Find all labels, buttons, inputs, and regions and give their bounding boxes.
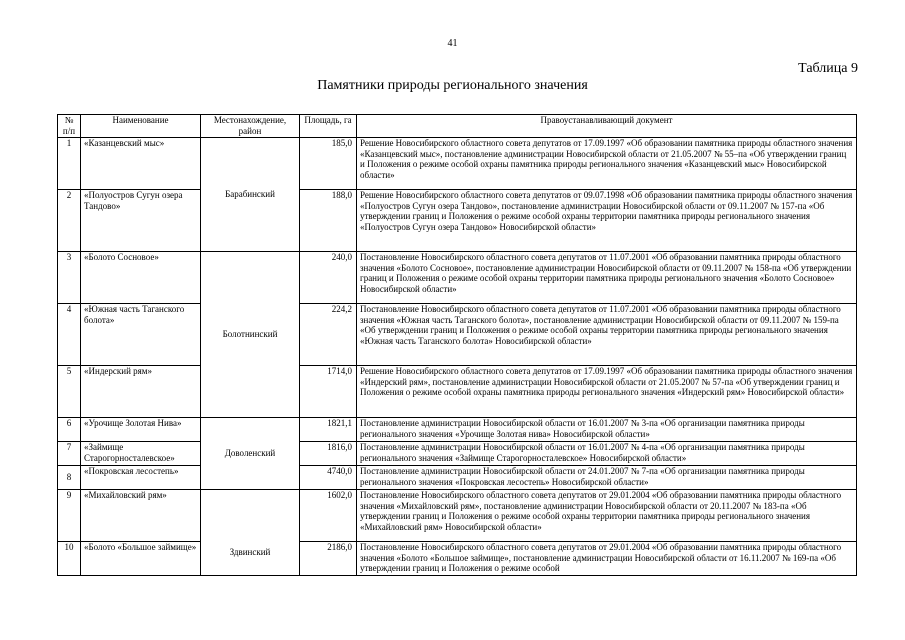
table-row [58,252,857,304]
area-cell: 1816,0 [300,442,357,466]
document-cell: Постановление Новосибирского областного совета депутатов от 29.01.2004 «Об образовании памятника природы областного значения «Болото «Большое займище», постановление администрации Новосибирской области от 16.11.2007 № 169-па «Об утверждении границ и Положения о режиме особой [357,542,857,576]
area-cell: 4740,0 [300,466,357,490]
col-header-location: Местонахождение, район [201,115,300,138]
monument-name: «Южная часть Таганского болота» [81,304,201,366]
document-cell: Постановление Новосибирского областного совета депутатов от 11.07.2001 «Об образовании памятника природы областного значения «Болото Сосновое», постановление администрации Новосибирской области от 09.11.2007 № 158-па «Об утверждении границ и Положения о режиме особой охраны территории памятника природы регионального значения «Болото Сосновое» Новосибирской области» [357,252,857,304]
table-row [58,418,857,442]
page-number: 41 [447,38,458,49]
document-cell: Постановление администрации Новосибирской области от 16.01.2007 № 4-па «Об организации памятника природы регионального значения «Займище Старогорносталевское» Новосибирской области» [357,442,857,466]
monument-name: «Индерский рям» [81,366,201,418]
monument-name: «Казанцевский мыс» [81,138,201,190]
area-cell: 2186,0 [300,542,357,576]
document-cell: Постановление администрации Новосибирской области от 24.01.2007 № 7-па «Об организации памятника природы регионального значения «Покровская лесостепь» Новосибирской области» [357,466,857,490]
table-row [58,190,857,252]
document-cell: Постановление Новосибирского областного совета депутатов от 11.07.2001 «Об образовании памятника природы областного значения «Южная часть Таганского болота», постановление администрации Новосибирской области от 09.11.2007 № 159-па «Об утверждении границ и Положения о режиме особой охраны территории памятника природы регионального значения «Южная часть Таганского болота» Новосибирской области» [357,304,857,366]
table-row [58,542,857,576]
table-header-row [58,115,857,138]
monument-name: «Урочище Золотая Нива» [81,418,201,442]
row-number: 5 [58,366,81,418]
row-number: 9 [58,490,81,542]
monument-name: «Болото Сосновое» [81,252,201,304]
table-row [58,466,857,490]
table-row [58,442,857,466]
table-row [58,138,857,190]
district-cell: Барабинский [201,138,300,252]
row-number: 4 [58,304,81,366]
district-cell: Болотнинский [201,252,300,418]
table-row [58,304,857,366]
district-cell: Доволенский [201,418,300,490]
monument-name: «Покровская лесостепь» [81,466,201,490]
monuments-table [57,114,857,576]
area-cell: 1714,0 [300,366,357,418]
row-number: 6 [58,418,81,442]
document-cell: Постановление Новосибирского областного совета депутатов от 29.01.2004 «Об образовании памятника природы областного значения «Михайловский рям», постановление администрации Новосибирской области от 20.11.2007 № 183-па «Об утверждении границ и Положения о режиме особой охраны территории памятника природы регионального значения «Михайловский рям» Новосибирской области» [357,490,857,542]
row-number: 7 [58,442,81,466]
col-header-document: Правоустанавливающий документ [357,115,857,138]
table-label: Таблица 9 [798,61,858,76]
row-number: 10 [58,542,81,576]
col-header-area: Площадь, га [300,115,357,138]
area-cell: 188,0 [300,190,357,252]
table-row [58,366,857,418]
row-number: 2 [58,190,81,252]
col-header-num: № п/п [58,115,81,138]
document-cell: Решение Новосибирского областного совета депутатов от 17.09.1997 «Об образовании памятника природы областного значения «Казанцевский мыс», постановление администрации Новосибирской области от 21.05.2007 № 55–па «Об утверждении границ и Положения о режиме особой охраны памятника природы регионального значения «Казанцевский мыс» Новосибирской области» [357,138,857,190]
area-cell: 240,0 [300,252,357,304]
district-cell: Здвинский [201,490,300,576]
row-number: 8 [58,466,81,490]
area-cell: 224,2 [300,304,357,366]
table-row [58,490,857,542]
document-cell: Постановление администрации Новосибирской области от 16.01.2007 № 3-па «Об организации памятника природы регионального значения «Урочище Золотая нива» Новосибирской области» [357,418,857,442]
monument-name: «Полуостров Сугун озера Тандово» [81,190,201,252]
area-cell: 185,0 [300,138,357,190]
document-cell: Решение Новосибирского областного совета депутатов от 09.07.1998 «Об образовании памятника природы областного значения «Полуостров Сугун озера Тандово», постановление администрации Новосибирской области от 09.11.2007 № 157-па «Об утверждении границ и Положения о режиме особой охраны территории памятника природы регионального значения «Полуостров Сугун озера Тандово» Новосибирской области» [357,190,857,252]
row-number: 1 [58,138,81,190]
row-number: 3 [58,252,81,304]
area-cell: 1821,1 [300,418,357,442]
document-cell: Решение Новосибирского областного совета депутатов от 17.09.1997 «Об образовании памятника природы областного значения «Индерский рям», постановление администрации Новосибирской области от 21.05.2007 № 57-па «Об утверждении границ и Положения о режиме особой охраны памятника природы регионального значения «Индерский рям» Новосибирской области» [357,366,857,418]
monument-name: «Болото «Большое займище» [81,542,201,576]
area-cell: 1602,0 [300,490,357,542]
page-title: Памятники природы регионального значения [317,78,588,93]
monument-name: «Займище Старогорносталевское» [81,442,201,466]
monument-name: «Михайловский рям» [81,490,201,542]
col-header-name: Наименование [81,115,201,138]
